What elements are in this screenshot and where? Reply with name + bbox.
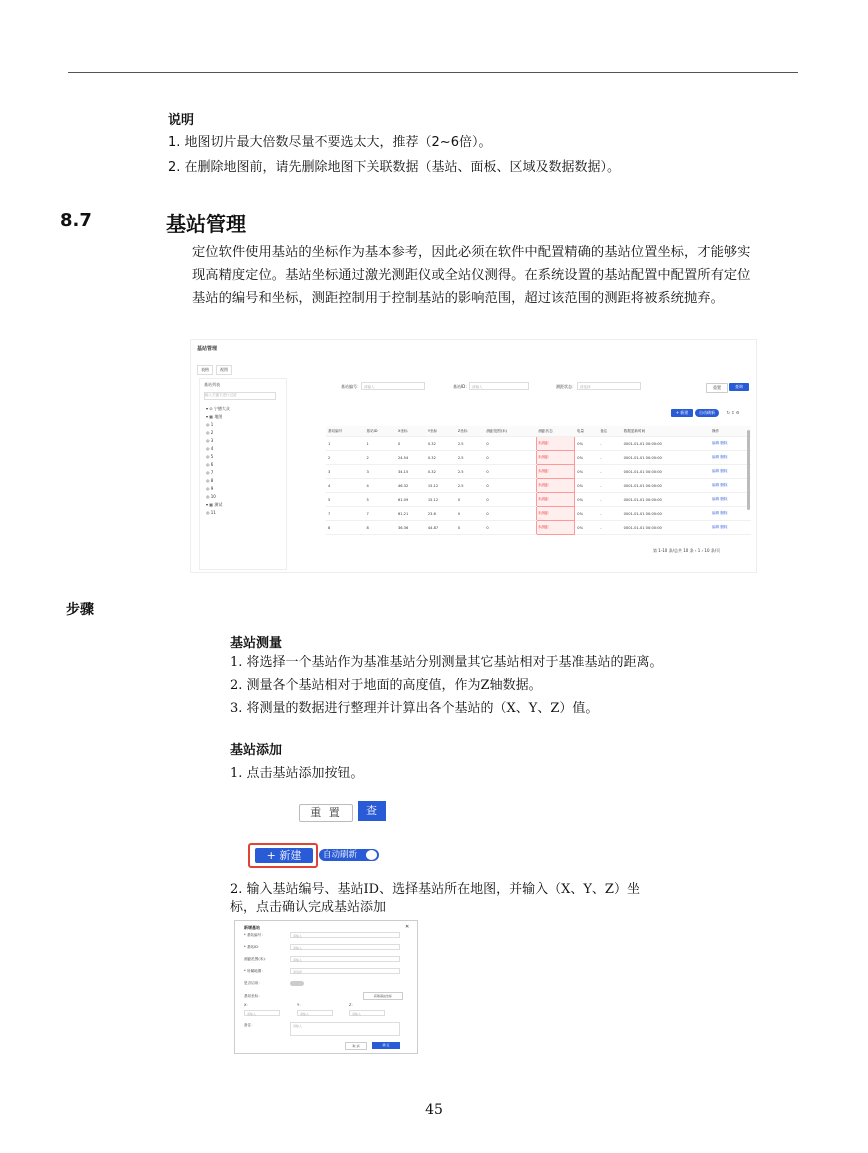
- table-cell: 未测距: [536, 493, 574, 507]
- table-cell: 2: [326, 451, 364, 465]
- col-header: 数据更新时间: [622, 426, 710, 437]
- station-management-screenshot: [190, 339, 757, 573]
- table-row: [326, 493, 751, 507]
- table-cell: 0.32: [426, 465, 456, 479]
- dialog-title: 新增基站: [244, 925, 260, 930]
- add-station-dialog-screenshot: [234, 920, 418, 1054]
- z-label: Z：: [349, 1003, 356, 1007]
- table-cell: 2: [364, 451, 395, 465]
- table-cell: -: [598, 493, 621, 507]
- table-cell: 0001-01-01 00:00:00: [622, 451, 710, 465]
- table-cell: 4: [364, 479, 395, 493]
- table-cell: 36.36: [396, 521, 426, 535]
- dialog-input[interactable]: 请输入: [290, 956, 400, 962]
- z-input[interactable]: 请输入: [349, 1010, 385, 1016]
- sidebar-title: 基站列表: [204, 382, 220, 387]
- table-cell: -: [598, 451, 621, 465]
- table-cell: 2.5: [456, 465, 485, 479]
- dialog-label: 是否启用：: [244, 981, 262, 985]
- filter-id-input[interactable]: 请输入: [469, 382, 529, 390]
- close-icon[interactable]: ✕: [405, 924, 410, 930]
- steps-heading: 步骤: [66, 602, 94, 618]
- add-step-1: 1. 点击基站添加按钮。: [230, 766, 364, 781]
- measure-step-3: 3. 将测量的数据进行整理并计算出各个基站的（X、Y、Z）值。: [230, 701, 599, 716]
- dialog-select[interactable]: 请选择: [290, 968, 400, 974]
- table-cell: 44.87: [426, 521, 456, 535]
- table-cell: 未测距: [536, 507, 574, 521]
- table-cell: -: [598, 521, 621, 535]
- dialog-label: * 基站ID：: [244, 945, 262, 949]
- table-cell: 0: [456, 507, 485, 521]
- table-cell: 7: [326, 507, 364, 521]
- filter-status-select[interactable]: 请选择: [577, 382, 641, 390]
- tree-node[interactable]: ◎ 11: [206, 510, 216, 515]
- table-cell: 46.32: [396, 479, 426, 493]
- toggle-knob: [366, 850, 377, 860]
- tree-node[interactable]: ◎ 9: [206, 486, 214, 491]
- filter-number-input[interactable]: 请输入: [361, 382, 425, 390]
- table-cell: 0: [456, 521, 485, 535]
- screenshot-title: 基站管理: [197, 346, 218, 352]
- tree-node[interactable]: ◎ 4: [206, 446, 214, 451]
- col-header: 备注: [598, 426, 621, 437]
- table-cell: 1: [364, 437, 395, 451]
- table-cell: 23.6: [426, 507, 456, 521]
- table-cell: -: [598, 507, 621, 521]
- table-row: [326, 437, 751, 451]
- tree-node[interactable]: ◎ 6: [206, 462, 214, 467]
- filter-label-number: 基站编号：: [341, 384, 361, 389]
- section-title: 基站管理: [166, 212, 246, 236]
- table-cell: 1: [326, 437, 364, 451]
- dialog-input[interactable]: 请输入: [290, 944, 400, 950]
- coord-label: 基站坐标：: [244, 994, 262, 998]
- col-header: X坐标: [396, 426, 426, 437]
- table-cell: 0.32: [426, 451, 456, 465]
- table-cell[interactable]: 编辑 删除: [710, 507, 751, 521]
- x-label: X：: [244, 1003, 251, 1007]
- table-cell: 0.32: [426, 437, 456, 451]
- tree-node[interactable]: ◎ 5: [206, 454, 214, 459]
- table-cell: 0%: [575, 437, 598, 451]
- query-button-image: 查 询: [358, 801, 386, 821]
- y-label: Y：: [297, 1003, 303, 1007]
- table-cell: -: [598, 437, 621, 451]
- table-cell: 未测距: [536, 451, 574, 465]
- station-sidebar: [199, 378, 287, 570]
- table-cell: 未测距: [536, 465, 574, 479]
- table-cell: 0001-01-01 00:00:00: [622, 521, 710, 535]
- table-row: [326, 465, 751, 479]
- get-coord-button[interactable]: 获取基站坐标: [363, 992, 403, 1000]
- cancel-button[interactable]: 取 消: [345, 1042, 367, 1050]
- add-step-2-line2: 标，点击确认完成基站添加: [230, 900, 387, 915]
- new-button-image: + 新建: [255, 848, 313, 863]
- table-cell: 0: [484, 437, 536, 451]
- col-header: Y坐标: [426, 426, 456, 437]
- pagination[interactable]: 第 1-10 条/总共 10 条 ‹ 1 › 10 条/页: [653, 548, 721, 553]
- reset-button-image: 重 置: [299, 804, 353, 822]
- table-cell: 8: [326, 521, 364, 535]
- col-header: 基站编号: [326, 426, 364, 437]
- x-input[interactable]: 请输入: [244, 1010, 280, 1016]
- filter-label-id: 基站ID：: [453, 384, 470, 389]
- table-cell: 8: [364, 521, 395, 535]
- table-cell: 2.5: [456, 451, 485, 465]
- table-cell[interactable]: 编辑 删除: [710, 437, 751, 451]
- table-cell: 7: [364, 507, 395, 521]
- tree-node[interactable]: ▾ ▦ 地图: [206, 414, 223, 419]
- auto-refresh-image: 自动刷新: [319, 849, 379, 861]
- measure-title: 基站测量: [230, 636, 283, 651]
- reset-button[interactable]: 重置: [706, 383, 728, 393]
- col-header: 操作: [710, 426, 751, 437]
- table-cell: 5: [364, 493, 395, 507]
- table-cell: -: [598, 479, 621, 493]
- tree-node[interactable]: ◎ 7: [206, 470, 214, 475]
- table-cell: -: [598, 465, 621, 479]
- table-cell: 0%: [575, 465, 598, 479]
- confirm-button[interactable]: 确 定: [372, 1042, 400, 1049]
- add-step-2-line1: 2. 输入基站编号、基站ID、选择基站所在地图，并输入（X、Y、Z）坐: [230, 882, 640, 897]
- note-title: 说明: [168, 113, 195, 128]
- table-cell: 未测距: [536, 437, 574, 451]
- tree-node[interactable]: ◎ 1: [206, 422, 214, 427]
- table-cell: 0: [484, 507, 536, 521]
- table-cell: 0%: [575, 479, 598, 493]
- table-cell: 0%: [575, 507, 598, 521]
- table-cell: 0: [396, 437, 426, 451]
- table-cell: 0: [484, 451, 536, 465]
- table-cell: 0: [484, 479, 536, 493]
- y-input[interactable]: 请输入: [297, 1010, 333, 1016]
- table-cell: 0: [484, 465, 536, 479]
- table-cell: 24.54: [396, 451, 426, 465]
- table-cell: 5: [326, 493, 364, 507]
- table-row: [326, 521, 751, 535]
- dialog-label: * 所属地图：: [244, 969, 265, 973]
- table-row: [326, 451, 751, 465]
- table-cell[interactable]: 编辑 删除: [710, 493, 751, 507]
- table-cell: 61.21: [396, 507, 426, 521]
- table-cell: 4: [326, 479, 364, 493]
- table-cell[interactable]: 编辑 删除: [710, 465, 751, 479]
- tree-node[interactable]: ◎ 10: [206, 494, 216, 499]
- enable-toggle[interactable]: [290, 981, 304, 986]
- tree-node[interactable]: ▾ ⊙ 宁德大众: [206, 406, 230, 411]
- measure-step-1: 1. 将选择一个基站作为基准基站分别测量其它基站相对于基准基站的距离。: [230, 655, 663, 670]
- table-cell[interactable]: 编辑 删除: [710, 521, 751, 535]
- tree-node[interactable]: ◎ 8: [206, 478, 214, 483]
- note-item-1: 1. 地图切片最大倍数尽量不要选太大，推荐（2~6倍）。: [168, 135, 492, 150]
- section-number: 8.7: [60, 210, 92, 231]
- station-tree: [206, 405, 230, 517]
- tree-node[interactable]: ▾ ▦ 测试: [206, 502, 223, 507]
- table-cell: 2.5: [456, 437, 485, 451]
- table-cell: 未测距: [536, 479, 574, 493]
- station-table: [326, 426, 751, 535]
- tab-table[interactable]: 表格: [197, 365, 213, 375]
- add-station-button[interactable]: + 新建: [671, 409, 693, 417]
- table-cell: 0001-01-01 00:00:00: [622, 493, 710, 507]
- query-button[interactable]: 查询: [729, 383, 749, 391]
- col-header: Z坐标: [456, 426, 485, 437]
- dialog-label: 测距范围(米)：: [244, 957, 269, 961]
- dialog-label: * 基站编号：: [244, 933, 265, 937]
- table-cell: 0001-01-01 00:00:00: [622, 479, 710, 493]
- table-cell: 0001-01-01 00:00:00: [622, 507, 710, 521]
- section-paragraph: 定位软件使用基站的坐标作为基本参考，因此必须在软件中配置精确的基站位置坐标，才能够实现高精度定位。基站坐标通过激光测距仪或全站仪测得。在系统设置的基站配置中配置所有定位基站的编号和坐标，测距控制用于控制基站的影响范围，超过该范围的测距将被系统抛弃。: [192, 245, 751, 306]
- table-row: [326, 507, 751, 521]
- table-cell: 0%: [575, 521, 598, 535]
- auto-refresh-toggle[interactable]: 自动刷新: [695, 409, 719, 417]
- remark-textarea[interactable]: 请输入: [290, 1022, 400, 1036]
- col-header: 测距状态: [536, 426, 574, 437]
- table-cell: 未测距: [536, 521, 574, 535]
- add-title: 基站添加: [230, 743, 283, 758]
- note-item-2: 2. 在删除地图前，请先删除地图下关联数据（基站、面板、区域及数据数据）。: [168, 160, 621, 175]
- table-cell: 0: [484, 521, 536, 535]
- table-tools-icons[interactable]: ↻ ↕ ⚙: [726, 410, 740, 415]
- filter-label-status: 测距状态：: [556, 384, 576, 389]
- table-cell: 0001-01-01 00:00:00: [622, 465, 710, 479]
- col-header: 基站ID: [364, 426, 395, 437]
- table-cell: 0%: [575, 451, 598, 465]
- table-header-row: [326, 426, 751, 437]
- measure-step-2: 2. 测量各个基站相对于地面的高度值，作为Z轴数据。: [230, 678, 542, 693]
- table-cell: 15.12: [426, 493, 456, 507]
- tab-view[interactable]: 视图: [216, 365, 232, 375]
- table-cell[interactable]: 编辑 删除: [710, 479, 751, 493]
- table-cell: 3: [364, 465, 395, 479]
- table-row: [326, 479, 751, 493]
- table-cell: 0: [456, 493, 485, 507]
- dialog-input[interactable]: 请输入: [290, 932, 400, 938]
- page-number: 45: [425, 1102, 443, 1118]
- table-scrollbar[interactable]: [747, 430, 750, 510]
- table-cell: 0001-01-01 00:00:00: [622, 437, 710, 451]
- table-cell: 2.5: [456, 479, 485, 493]
- tree-node[interactable]: ◎ 2: [206, 430, 214, 435]
- col-header: 电量: [575, 426, 598, 437]
- col-header: 测距范围(米): [484, 426, 536, 437]
- header-rule: [68, 72, 798, 73]
- table-cell: 0: [484, 493, 536, 507]
- table-cell: 61.09: [396, 493, 426, 507]
- table-cell: 15.12: [426, 479, 456, 493]
- tree-node[interactable]: ◎ 3: [206, 438, 214, 443]
- sidebar-search-input[interactable]: 输入关键字进行过滤: [204, 392, 276, 400]
- table-cell[interactable]: 编辑 删除: [710, 451, 751, 465]
- table-cell: 3: [326, 465, 364, 479]
- table-cell: 34.15: [396, 465, 426, 479]
- remark-label: 备注：: [244, 1023, 255, 1027]
- table-cell: 0%: [575, 493, 598, 507]
